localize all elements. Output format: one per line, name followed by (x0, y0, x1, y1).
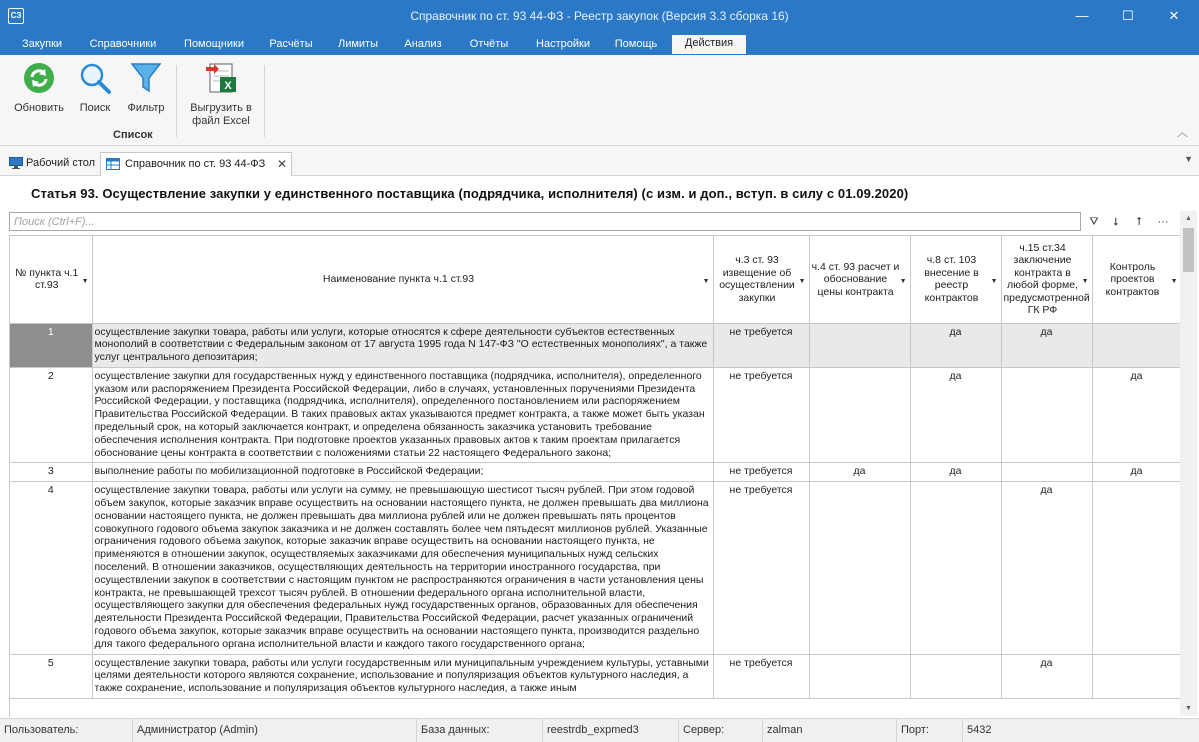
cell-c8[interactable]: да (910, 367, 1001, 463)
tab-spravochnik-label: Справочник по ст. 93 44-ФЗ (125, 158, 266, 170)
filter-icon (129, 61, 163, 95)
table-row[interactable] (10, 463, 1180, 482)
cell-c8[interactable]: да (910, 463, 1001, 482)
table-row[interactable] (10, 323, 1180, 367)
column-header-ctrl[interactable] (1092, 236, 1180, 323)
close-tab-icon[interactable]: ✕ (277, 157, 288, 171)
cell-ctrl[interactable] (1092, 482, 1180, 654)
status-user-value: Администратор (Admin) (133, 719, 417, 742)
cell-c15[interactable] (1001, 463, 1092, 482)
cell-ctrl[interactable]: да (1092, 367, 1180, 463)
menu-bar (0, 32, 1199, 55)
app-logo-icon: СЗ (8, 8, 24, 24)
tab-desktop-label: Рабочий стол (26, 157, 96, 169)
column-menu-icon[interactable]: ▼ (81, 278, 89, 285)
menu-item-pomoshchniki[interactable]: Помощники (184, 38, 244, 50)
search-button-label: Поиск (79, 102, 111, 114)
column-header-c4[interactable] (809, 236, 910, 323)
tab-spravochnik[interactable] (100, 152, 292, 176)
cell-name[interactable]: осуществление закупки товара, работы или услуги государственным или муниципальным учреждением культуры, уставными целями деятельности которого являются сохранение, использование и популяризация объектов культурного наследия, а также сохранение, использование и популяризация объектов культурного наследия, а также иным (92, 654, 713, 698)
refresh-button[interactable] (8, 61, 70, 115)
table-row[interactable] (10, 654, 1180, 698)
svg-text:X: X (224, 80, 232, 92)
export-excel-label-1: Выгрузить в (190, 102, 252, 114)
table-icon (106, 158, 120, 170)
menu-item-pomoshch[interactable]: Помощь (614, 38, 658, 50)
menu-item-raschety[interactable]: Расчёты (269, 38, 313, 50)
search-input[interactable] (9, 212, 1081, 231)
column-header-label: Наименование пункта ч.1 ст.93 (322, 273, 475, 285)
column-header-c15[interactable] (1001, 236, 1092, 323)
status-port-value: 5432 (967, 724, 992, 736)
filter-button[interactable] (122, 61, 170, 115)
status-port-label: Порт: (897, 719, 963, 742)
arrow-up-icon[interactable]: ⭡ (1136, 216, 1142, 228)
cell-c4[interactable] (809, 367, 910, 463)
column-header-name[interactable] (92, 236, 713, 323)
window-title: Справочник по ст. 93 44-ФЗ - Реестр закупок (Версия 3.3 сборка 16) (410, 9, 789, 23)
cell-c15[interactable]: да (1001, 482, 1092, 654)
scroll-up-icon[interactable]: ▲ (1185, 215, 1192, 222)
cell-ctrl[interactable] (1092, 654, 1180, 698)
status-server-value: zalman (763, 719, 897, 742)
cell-ctrl[interactable]: да (1092, 463, 1180, 482)
menu-item-analiz[interactable]: Анализ (404, 38, 442, 50)
data-grid (9, 235, 1180, 717)
status-bar (0, 718, 1199, 742)
search-button[interactable] (74, 61, 116, 115)
status-server-label: Сервер: (679, 719, 763, 742)
export-excel-button[interactable] (184, 61, 258, 128)
ribbon-separator (176, 65, 177, 137)
grid-filter-icon[interactable]: ⛛ (1089, 216, 1099, 228)
tabs-menu-icon[interactable]: ▼ (1184, 154, 1193, 164)
column-header-c3[interactable] (713, 236, 809, 323)
cell-c3[interactable]: не требуется (713, 323, 809, 367)
column-header-label: ч.3 ст. 93 извещение об осуществлении закупки (719, 254, 795, 304)
ribbon (0, 55, 1199, 146)
menu-item-nastroyki[interactable]: Настройки (536, 38, 590, 50)
scrollbar-thumb[interactable] (1183, 228, 1194, 272)
data-table (10, 236, 1180, 699)
column-menu-icon[interactable]: ▼ (702, 278, 710, 285)
refresh-button-label: Обновить (14, 102, 64, 114)
cell-c15[interactable]: да (1001, 654, 1092, 698)
close-button[interactable]: ✕ (1168, 8, 1180, 23)
cell-ctrl[interactable] (1092, 323, 1180, 367)
arrow-down-icon[interactable]: ⭣ (1113, 216, 1119, 228)
cell-num[interactable]: 1 (10, 323, 92, 367)
column-menu-icon[interactable]: ▼ (1081, 278, 1089, 285)
minimize-button[interactable]: — (1075, 8, 1089, 23)
status-user-label: Пользователь: (0, 719, 133, 742)
column-header-label: ч.4 ст. 93 расчет и обоснование цены контракта (811, 260, 900, 298)
excel-export-icon (204, 61, 238, 95)
cell-c4[interactable] (809, 323, 910, 367)
cell-name[interactable]: осуществление закупки товара, работы или услуги, которые относятся к сфере деятельности субъектов естественных монополий в соответствии с Федеральным законом от 17 августа 1995 года N 147-ФЗ "О естественных монополиях", а также услуг центрального депозитария; (92, 323, 713, 367)
cell-num[interactable]: 5 (10, 654, 92, 698)
search-icon (78, 61, 112, 95)
maximize-button[interactable]: ☐ (1122, 8, 1134, 23)
header-row (10, 236, 1180, 323)
filter-button-label: Фильтр (127, 102, 165, 114)
collapse-ribbon-icon[interactable]: ︿ (1177, 127, 1188, 139)
main-content (5, 177, 1199, 717)
menu-item-limity[interactable]: Лимиты (337, 38, 378, 50)
table-row[interactable] (10, 367, 1180, 463)
cell-c3[interactable]: не требуется (713, 463, 809, 482)
document-tab-strip (0, 146, 1199, 176)
tab-desktop[interactable] (4, 152, 100, 176)
menu-item-spravochniki[interactable]: Справочники (89, 38, 157, 50)
column-menu-icon[interactable]: ▼ (990, 278, 998, 285)
cell-c4[interactable] (809, 654, 910, 698)
cell-c3[interactable]: не требуется (713, 367, 809, 463)
cell-c15[interactable] (1001, 367, 1092, 463)
refresh-icon (22, 61, 56, 95)
status-db-value: reestrdb_expmed3 (543, 719, 679, 742)
cell-c15[interactable]: да (1001, 323, 1092, 367)
status-db-label: База данных: (417, 719, 543, 742)
scroll-down-icon[interactable]: ▼ (1185, 705, 1192, 712)
cell-name[interactable]: осуществление закупки товара, работы или услуги на сумму, не превышающую шестисот тысяч рублей. При этом годовой объем закупок, которые заказчик вправе осуществить на основании настоящего пункта, не должен превышать два миллиона основании настоящего пункта, не должен превышать два миллиона рублей или не должен превышать пять процентов совокупного годового объема закупок заказчика и не должен составлять более чем пятьдесят миллионов рублей. Указанные ограничения годового объема закупок, которые заказчик вправе осуществить на основании настоящего пункта, не применяются в отношении закупок, осуществляемых заказчиками для обеспечения муниципальных нужд сельских поселений. В отношении заказчиков, осуществляющих деятельность на территории иностранного государства, при осуществлении закупок в соответствии с настоящим пунктом не распространяются ограничения в части установления цены контракта, не превышающей трехсот тысяч рублей. В отношении федерального органа исполнительной власти, осуществляющего закупки для обеспечения федеральных нужд государственных органов, образованных для обеспечения деятельности Президента Российской Федерации, Правительства Российской Федерации, расчет указанных ограничений годового объема закупок, которые заказчик вправе осуществить на основании настоящего пункта, производится раздельно для такого федерального органа исполнительной власти и каждого такого государственного органа; (92, 482, 713, 654)
column-header-c8[interactable] (910, 236, 1001, 323)
cell-num[interactable]: 2 (10, 367, 92, 463)
menu-item-zakupki[interactable]: Закупки (21, 38, 63, 50)
more-icon[interactable]: ··· (1157, 216, 1169, 228)
cell-name[interactable]: выполнение работы по мобилизационной подготовке в Российской Федерации; (92, 463, 713, 482)
cell-name[interactable]: осуществление закупки для государственных нужд у единственного поставщика (подрядчика, исполнителя), определенного указом или распоряжением Президента Российской Федерации, либо в случаях, установленных поручениями Президента Российской Федерации, у поставщика (подрядчика, исполнителя), определенного постановлением или распоряжением Правительства Российской Федерации. В таких правовых актах указываются предмет контракта, а также может быть указан предельный срок, на который заключается контракт, и определена обязанность заказчика установить требование обеспечения исполнения контракта. При подготовке проектов указанных правовых актов к таким проектам прилагается обоснование цены контракта в соответствии с положениями статьи 22 настоящего Федерального закона; (92, 367, 713, 463)
column-header-label: ч.15 ст.34 заключение контракта в любой форме, предусмотренной ГК РФ (1003, 241, 1090, 317)
column-menu-icon[interactable]: ▼ (1170, 278, 1178, 285)
table-row[interactable] (10, 482, 1180, 654)
cell-c3[interactable]: не требуется (713, 654, 809, 698)
cell-c3[interactable]: не требуется (713, 482, 809, 654)
menu-item-otchety[interactable]: Отчёты (469, 38, 509, 50)
menu-item-deystviya[interactable]: Действия (672, 35, 746, 54)
cell-c4[interactable] (809, 482, 910, 654)
page-title: Статья 93. Осуществление закупки у единственного поставщика (подрядчика, исполнителя) (с изм. и доп., вступ. в силу с 01.09.2020) (31, 186, 909, 201)
cell-c8[interactable]: да (910, 323, 1001, 367)
export-excel-label-2: файл Excel (192, 115, 250, 127)
column-header-label: ч.8 ст. 103 внесение в реестр контрактов (924, 254, 979, 304)
column-menu-icon[interactable]: ▼ (899, 278, 907, 285)
cell-num[interactable]: 4 (10, 482, 92, 654)
cell-c8[interactable] (910, 654, 1001, 698)
column-menu-icon[interactable]: ▼ (798, 278, 806, 285)
column-header-label: № пункта ч.1 ст.93 (15, 266, 79, 292)
ribbon-separator (264, 65, 265, 137)
ribbon-group-label: Список (113, 129, 153, 141)
column-header-num[interactable] (10, 236, 92, 323)
cell-num[interactable]: 3 (10, 463, 92, 482)
vertical-scrollbar[interactable] (1180, 211, 1197, 716)
cell-c4[interactable]: да (809, 463, 910, 482)
column-header-label: Контроль проектов контрактов (1105, 260, 1160, 298)
desktop-icon (9, 157, 23, 169)
title-bar (0, 0, 1199, 32)
cell-c8[interactable] (910, 482, 1001, 654)
